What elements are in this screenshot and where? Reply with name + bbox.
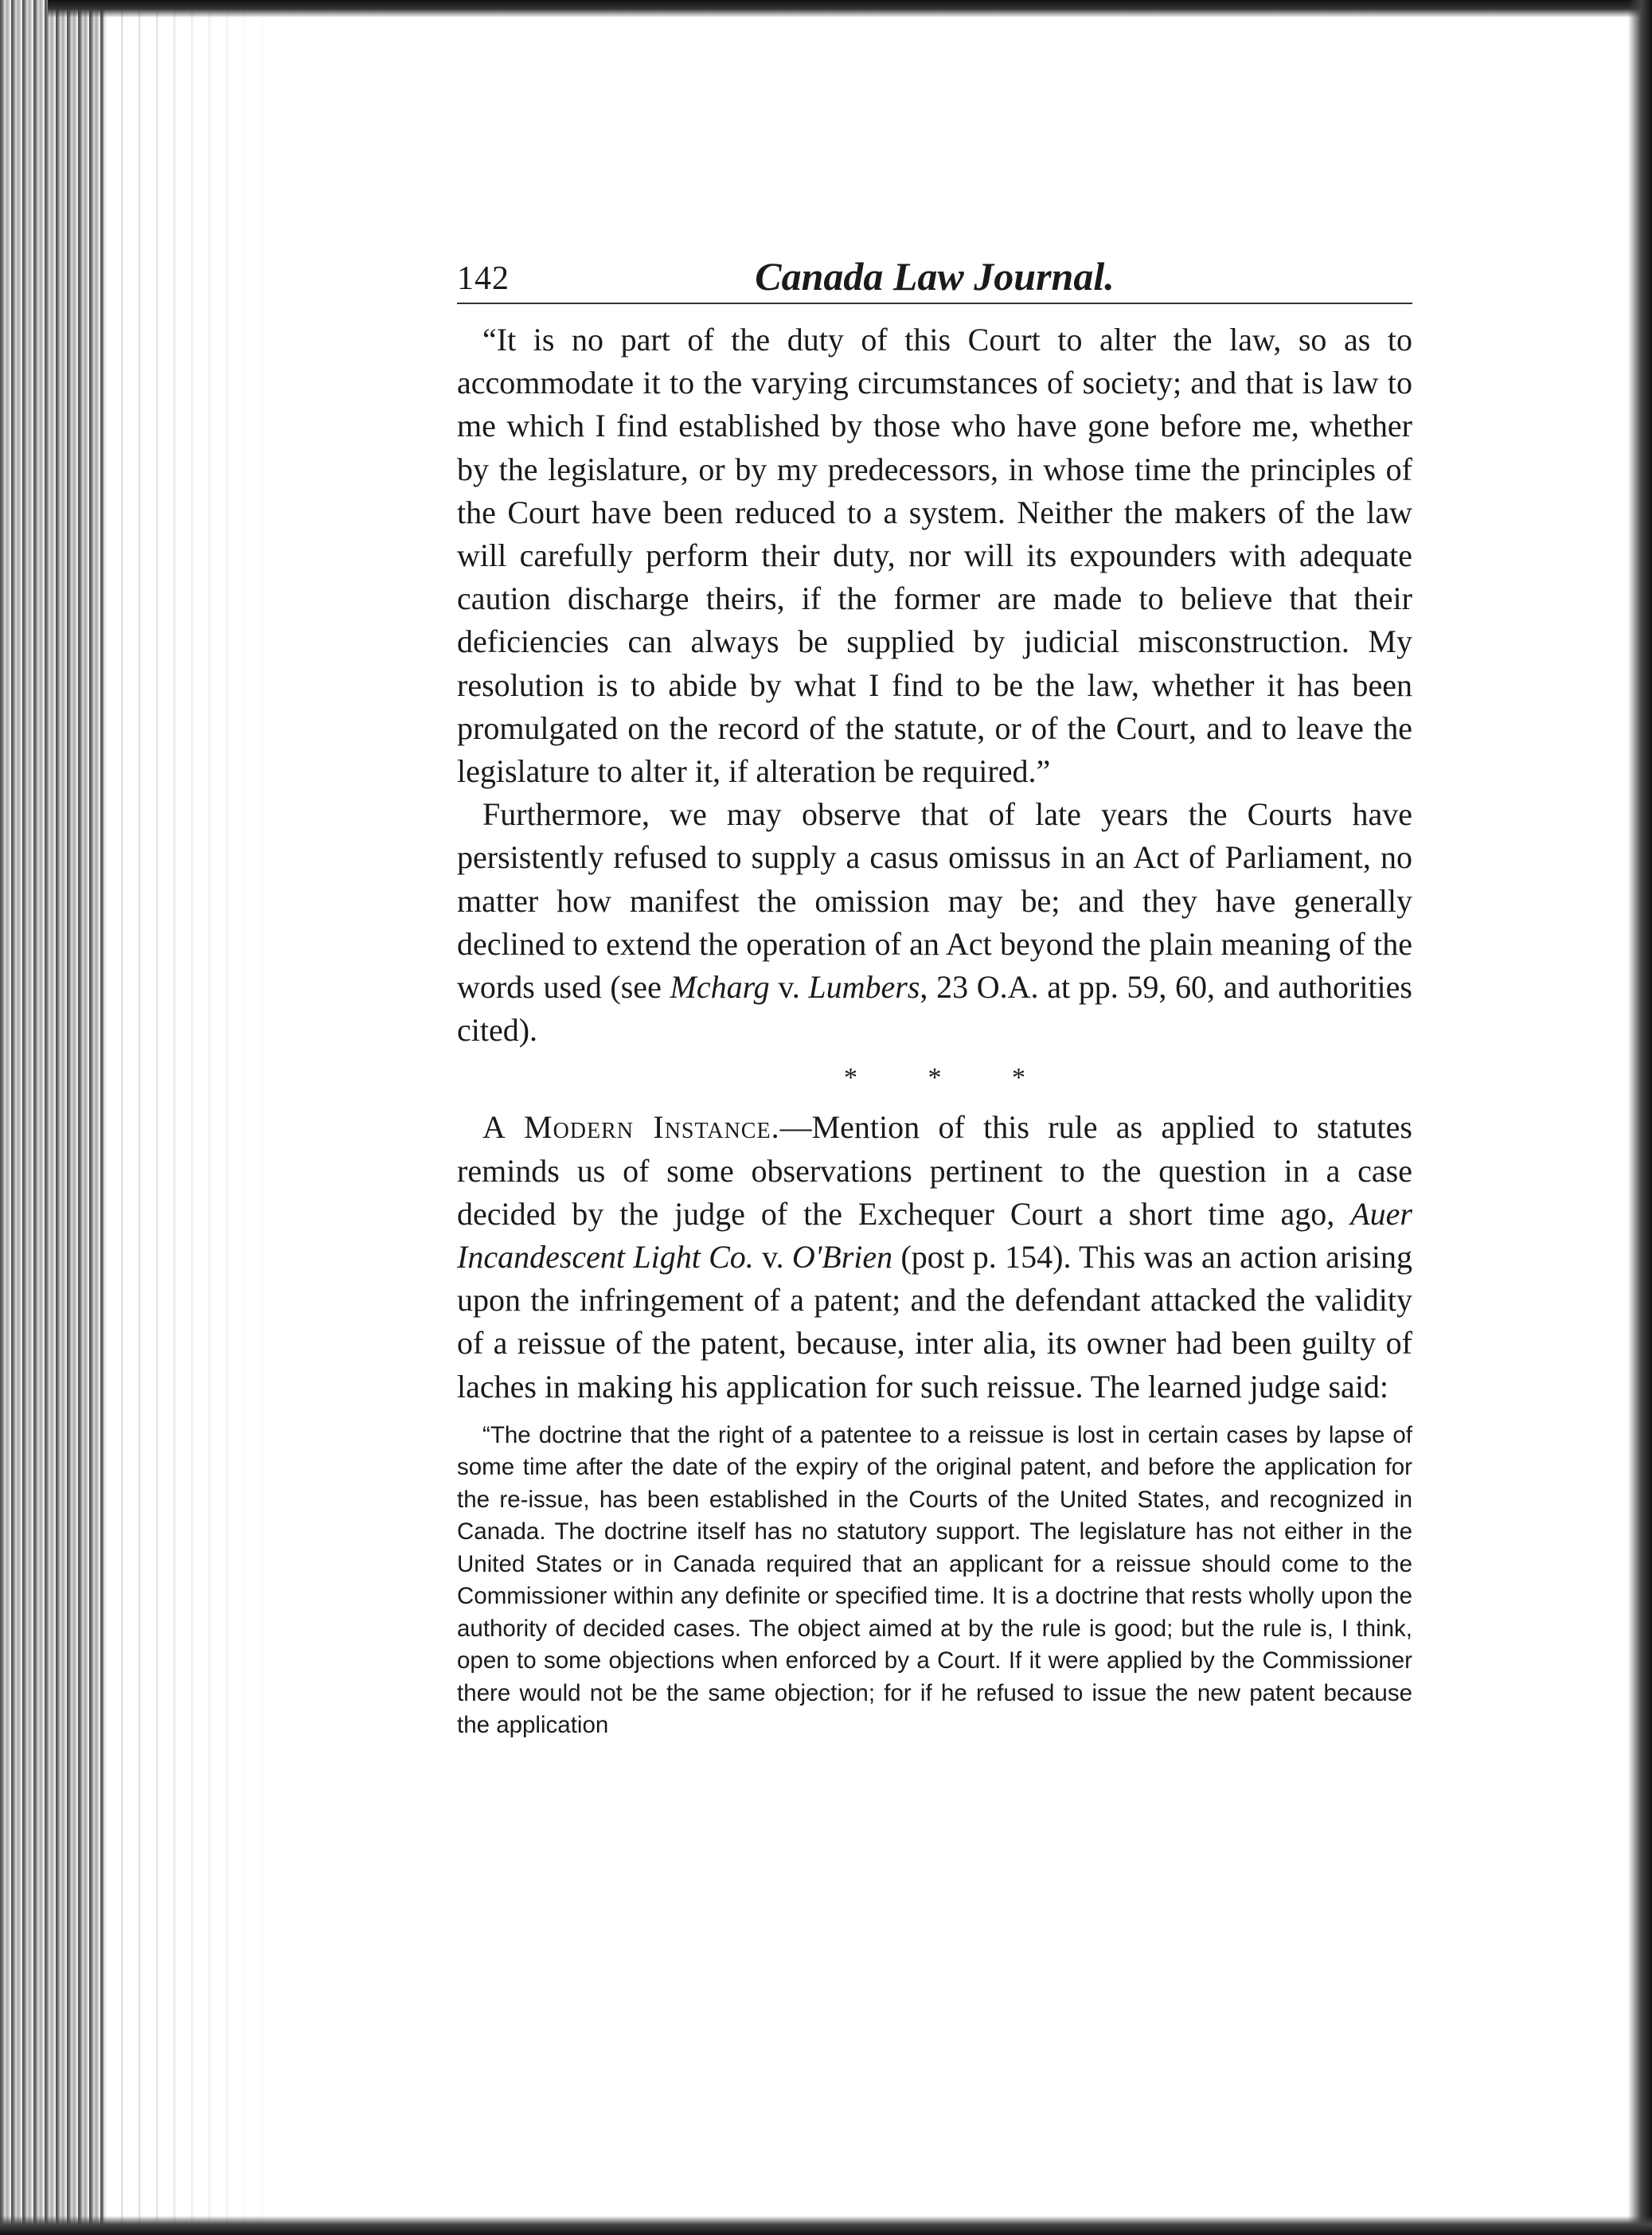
case-name-defendant: O'Brien: [791, 1239, 893, 1276]
page-number: 142: [457, 260, 510, 297]
casus-omissus-paragraph: [457, 793, 1412, 1052]
judgment-quote-text: “The doctrine that the right of a patentee to a reissue is lost in certain cases by lapse of some time after the date of the expiry of the original patent, and before the application for the re-issue, has been established in the Courts of the United States, and recognized in Canada. The doctrine itself has no statutory support. The legislature has not either in the United States or in Canada required that an applicant for a reissue should come to the Commissioner within any definite or specified time. It is a doctrine that rests wholly upon the authority of decided cases. The object aimed at by the rule is good; but the rule is, I think, open to some objections when enforced by a Court. If it were applied by the Commissioner there would not be the same objection; for if he refused to issue the new patent because the application: [457, 1421, 1412, 1739]
scan-binding-shadow: [103, 0, 279, 2235]
journal-page: [457, 253, 1412, 1742]
scan-bottom-edge: [0, 2216, 1652, 2235]
journal-title: Canada Law Journal.: [755, 254, 1115, 299]
judgment-quote: [457, 1420, 1412, 1742]
case-name-defendant: Lumbers: [808, 969, 920, 1006]
paragraph-text: , 23 O.A. at pp. 59, 60, and authorities cited).: [457, 969, 1412, 1049]
paragraph-text: —Mention of this rule as applied to statutes reminds us of some observations pertinent to the question in a case decided by the judge of the Exchequer Court a short time ago,: [457, 1109, 1412, 1232]
section-heading: A Modern Instance.: [482, 1109, 780, 1146]
case-name-plaintiff: Mcharg: [670, 969, 770, 1006]
section-separator: * * *: [844, 1063, 1057, 1093]
scan-binding-edge: [0, 0, 103, 2235]
paragraph-text: Furthermore, we may observe that of late years the Courts have persistently refused to supply a casus omissus in an Act of Parliament, no matter how manifest the omission may be; and they have generally declined to extend the operation of an Act beyond the plain meaning of the words used (see: [457, 796, 1412, 1006]
modern-instance-paragraph: [457, 1106, 1412, 1408]
quoted-paragraph: [457, 318, 1412, 793]
case-versus: v.: [769, 969, 809, 1006]
scan-right-edge: [1628, 0, 1652, 2235]
scan-top-edge: [48, 0, 1652, 18]
running-head: [457, 253, 1412, 304]
case-versus: v.: [753, 1239, 792, 1276]
paragraph-text: (post p. 154). This was an action arising upon the infringement of a patent; and the defendant attacked the validity of a reissue of the patent, because, inter alia, its owner had been guilty of laches in making his application for such reissue. The learned judge said:: [457, 1239, 1412, 1405]
case-name-plaintiff: Auer Incandescent Light Co.: [457, 1195, 1412, 1276]
quoted-paragraph-text: “It is no part of the duty of this Court to alter the law, so as to accommodate it to the varying circumstances of society; and that is law to me which I find established by those who have gone before me, whether by the legislature, or by my predecessors, in whose time the principles of the Court have been reduced to a system. Neither the makers of the law will carefully perform their duty, nor will its expounders with adequate caution discharge theirs, if the former are made to believe that their deficiencies can always be supplied by judicial misconstruction. My resolution is to abide by what I find to be the law, whether it has been promulgated on the record of the statute, or of the Court, and to leave the legislature to alter it, if alteration be required.”: [457, 322, 1412, 790]
